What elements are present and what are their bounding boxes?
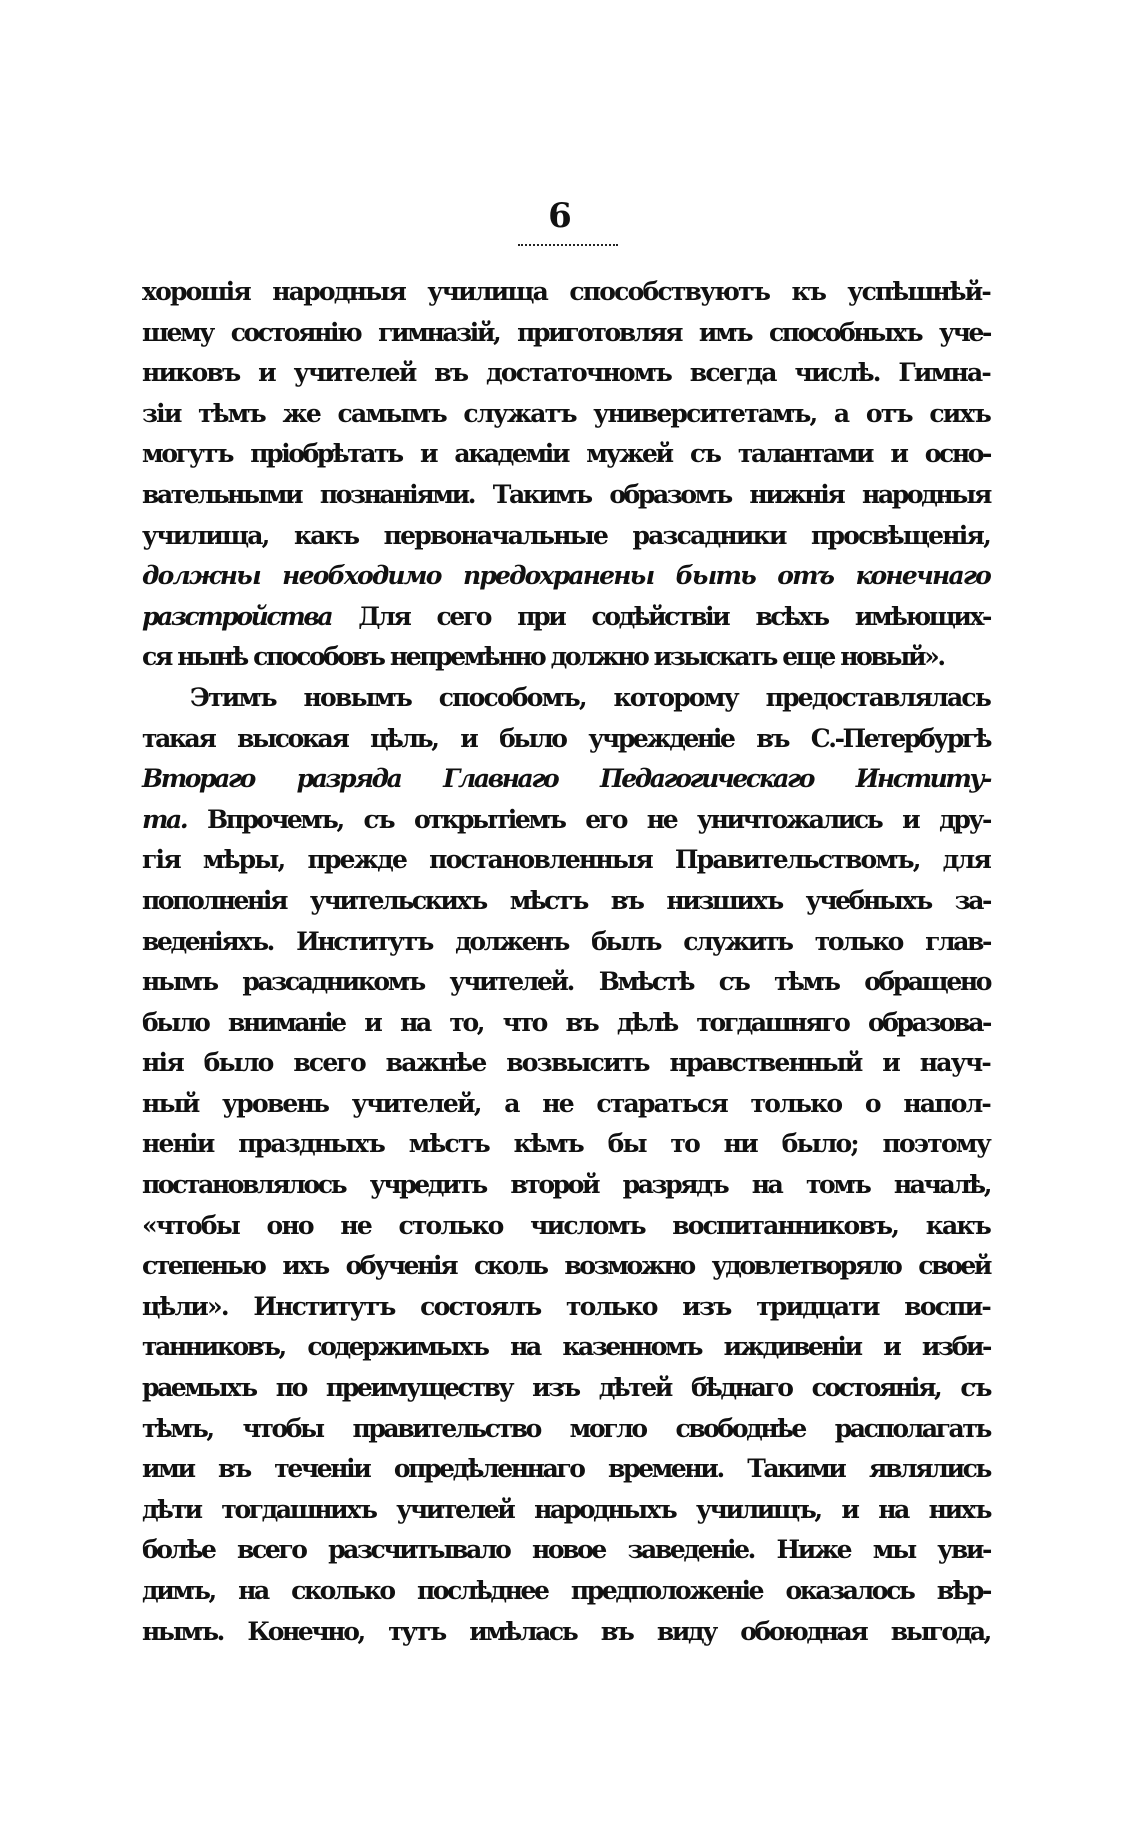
text-segment: Впрочемъ, съ открытіемъ его не уничтожались и дру- <box>186 804 990 834</box>
italic-text: Втораго разряда Главнаго Педагогическаго Институ- <box>142 764 990 794</box>
text-line: могутъ пріобрѣтать и академіи мужей съ талантами и осно- <box>142 439 990 469</box>
text-line: хорошія народныя училища способствуютъ къ успѣшнѣй- <box>142 277 990 306</box>
text-line: «чтобы оно не столько числомъ воспитанниковъ, какъ <box>142 1210 990 1240</box>
text-line: Этимъ новымъ способомъ, которому предоставлялась <box>190 682 990 712</box>
text-line: тѣмъ, чтобы правительство могло свободнѣе располагать <box>142 1413 990 1443</box>
text-line: дѣти тогдашнихъ учителей народныхъ училищъ, и на нихъ <box>142 1494 990 1524</box>
body-text <box>142 272 990 1652</box>
text-line: димъ, на сколько послѣднее предположеніе оказалось вѣр- <box>142 1576 990 1605</box>
text-line: пополненія учительскихъ мѣстъ въ низшихъ учебныхъ за- <box>142 885 990 915</box>
text-line: нымъ разсадникомъ учителей. Вмѣстѣ съ тѣмъ обращено <box>142 967 990 997</box>
text-line: шему состоянію гимназій, приготовляя имъ способныхъ уче- <box>142 317 990 347</box>
text-line: вательными познаніями. Такимъ образомъ нижнія народныя <box>142 479 990 509</box>
text-line <box>142 759 990 800</box>
text-line: зіи тѣмъ же самымъ служатъ университетамъ, а отъ сихъ <box>142 398 990 428</box>
text-line: гія мѣры, прежде постановленныя Правительствомъ, для <box>142 845 990 875</box>
text-line: такая высокая цѣль, и было учрежденіе въ С.-Петербургѣ <box>142 723 990 753</box>
text-line: постановлялось учредить второй разрядъ на томъ началѣ, <box>142 1170 990 1200</box>
text-line: было вниманіе и на то, что въ дѣлѣ тогдашняго образова- <box>142 1007 990 1037</box>
text-line: танниковъ, содержимыхъ на казенномъ иждивеніи и изби- <box>142 1332 990 1362</box>
page-number: 6 <box>548 196 572 236</box>
text-line <box>142 556 990 597</box>
text-line: степенью ихъ обученія сколь возможно удовлетворяло своей <box>142 1251 990 1281</box>
text-line: раемыхъ по преимуществу изъ дѣтей бѣднаго состоянія, съ <box>142 1373 990 1403</box>
italic-text: разстройства <box>142 601 332 631</box>
text-line: ими въ теченіи опредѣленнаго времени. Такими являлись <box>142 1454 990 1484</box>
italic-text: та. <box>142 804 187 834</box>
text-line: веденіяхъ. Институтъ долженъ былъ служить только глав- <box>142 926 990 956</box>
text-line: нымъ. Конечно, тутъ имѣлась въ виду обоюдная выгода, <box>142 1616 990 1646</box>
italic-text: должны необходимо предохранены быть отъ конечнаго <box>142 561 990 591</box>
text-line <box>142 800 990 841</box>
text-line: училища, какъ первоначальные разсадники просвѣщенія, <box>142 520 990 550</box>
text-line: ный уровень учителей, а не стараться только о напол- <box>142 1088 990 1118</box>
page-number-rule <box>518 244 618 246</box>
text-line: нія было всего важнѣе возвысить нравственный и науч- <box>142 1048 990 1078</box>
text-line: неніи праздныхъ мѣстъ кѣмъ бы то ни было; поэтому <box>142 1129 990 1159</box>
text-segment: Для сего при содѣйствіи всѣхъ имѣющих- <box>331 601 990 631</box>
text-line: ся нынѣ способовъ непремѣнно должно изыскать еще новый». <box>142 642 944 672</box>
text-line: никовъ и учителей въ достаточномъ всегда числѣ. Гимна- <box>142 358 990 388</box>
text-line: болѣе всего разсчитывало новое заведеніе. Ниже мы уви- <box>142 1535 990 1565</box>
text-line: цѣли». Институтъ состоялъ только изъ тридцати воспи- <box>142 1291 990 1321</box>
text-line <box>142 597 990 638</box>
